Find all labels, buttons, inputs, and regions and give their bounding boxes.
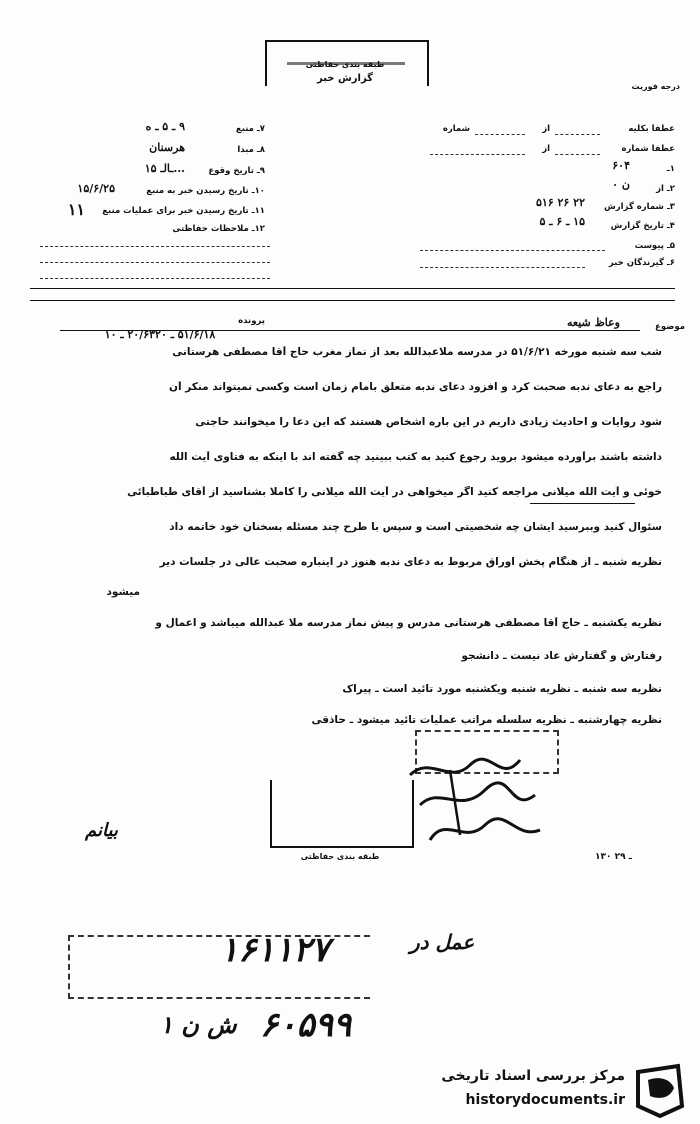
subject-underline bbox=[60, 330, 640, 331]
watermark-name: مرکز بررسی اسناد تاریخی bbox=[441, 1068, 625, 1084]
classification-label-top: طبقه بندی حفاظتی bbox=[305, 60, 385, 69]
dotted-line bbox=[40, 262, 270, 263]
body-line: میشود bbox=[106, 586, 140, 598]
field-report-date-label: ۴ـ تاریخ گزارش bbox=[610, 221, 675, 231]
file-label: پرونده bbox=[238, 316, 265, 326]
field-report-number-label: ۳ـ شماره گزارش bbox=[604, 202, 675, 212]
subject-ref: ۵۱/۶/۱۸ ـ ۲۰/۶۳۲۰ ـ ۱۰ bbox=[104, 328, 216, 341]
watermark-url: historydocuments.ir bbox=[465, 1092, 625, 1108]
dotted-line bbox=[555, 134, 600, 135]
underline-mark bbox=[530, 503, 635, 504]
dotted-line bbox=[475, 134, 525, 135]
body-line: نظریه شنبه ـ از هنگام پخش اوراق مربوط به دعای ندبه هنوز در اینباره صحبت عالی در جلسات دیر bbox=[159, 556, 662, 568]
field-2-value: ن ۰ bbox=[612, 178, 630, 191]
body-line: داشته باشند برآورده میشود بروید رجوع کنید به کتب ببینید چه گفته اند با اینکه به فتاوی آیت الله bbox=[169, 451, 662, 463]
archive-number-2: ۶۰۵۹۹ bbox=[260, 1005, 352, 1045]
field-source-value: ۹ ـ ۵ ـ ه bbox=[145, 120, 185, 133]
field-origin-value: هرسنان bbox=[149, 141, 185, 154]
dotted-line bbox=[40, 278, 270, 279]
field-received-date-label: ۱۰ـ تاریخ رسیدن خبر به منبع bbox=[146, 186, 265, 196]
field-ops-date-value: ۱۱ bbox=[67, 200, 85, 219]
body-line: شود روایات و احادیث زیادی داریم در این باره اشخاص هستند که این دعا را میخوانند حاجتی bbox=[195, 416, 662, 428]
field-event-date-value: ...ـالـ ۱۵ bbox=[144, 162, 185, 175]
body-line: سئوال کنید وببرسید ایشان چه شخصیتی است و سپس با طرح چند مسئله بسخنان خود خاتمه داد bbox=[169, 521, 662, 533]
form-title: گزارش خبر bbox=[316, 73, 373, 84]
field-ref-number-from: از bbox=[542, 144, 550, 154]
field-event-date-label: ۹ـ تاریخ وقوع bbox=[208, 166, 265, 176]
field-2-label: ۲ـ از bbox=[656, 184, 675, 194]
page-code: ۱۳۰ ـ ۲۹ bbox=[595, 852, 632, 862]
dotted-line bbox=[420, 250, 605, 251]
subject-label: موضوع bbox=[655, 322, 685, 332]
field-report-number-value: ۵۱۶ ۲۶ ۲۲ bbox=[535, 196, 585, 209]
body-line: خوئی و آیت الله میلانی مراجعه کنید اگر میخواهی در آیت الله میلانی را کاملا بشناسید از آقای طباطبائی bbox=[127, 486, 662, 498]
signature-scribble bbox=[390, 745, 550, 855]
archive-suffix-2: ش ن ۱ bbox=[160, 1010, 237, 1039]
field-report-date-value: ۱۵ ـ ۶ ـ ۵ bbox=[539, 215, 585, 228]
field-security-notes-label: ۱۲ـ ملاحظات حفاظتی bbox=[172, 224, 265, 234]
subject-value: وعاظ شیعه bbox=[567, 316, 620, 329]
body-line: رفتارش و گفتارش عاد نیست ـ دانشجو bbox=[461, 650, 662, 662]
watermark-logo-icon bbox=[630, 1062, 690, 1118]
urgency-label: درجه فوریت bbox=[631, 82, 680, 91]
separator-line bbox=[30, 288, 675, 289]
field-recipients-label: ۶ـ گیرندگان خبر bbox=[608, 258, 675, 268]
field-ref-all-from: از bbox=[542, 124, 550, 134]
field-1-value: ۶۰۴ bbox=[612, 159, 630, 172]
field-ops-date-label: ۱۱ـ تاریخ رسیدن خبر برای عملیات منبع bbox=[102, 206, 265, 216]
body-line: شب سه شنبه مورخه ۵۱/۶/۲۱ در مدرسه ملاعبدالله بعد از نماز مغرب حاج آقا مصطفی هرستانی bbox=[172, 346, 662, 358]
body-line: نظریه سه شنبه ـ نظریه شنبه ویکشنبه مورد تائید است ـ پیراک bbox=[342, 683, 662, 695]
field-origin-label: ۸ـ مبدا bbox=[237, 145, 265, 155]
field-ref-number-label: عطفا شماره bbox=[621, 144, 675, 154]
archive-number-1: ۱۶۱۱۲۷ bbox=[220, 930, 330, 970]
classification-label-bottom: طبقه بندی حفاظتی bbox=[300, 852, 380, 861]
body-line: راجع به دعای ندبه صحبت کرد و افزود دعای ندبه متعلق بامام زمان است وکسی نمیتواند منکر آن bbox=[169, 381, 662, 393]
field-ref-all-label: عطفا بکلیه bbox=[628, 124, 675, 134]
field-attachment-label: ۵ـ پیوست bbox=[634, 241, 675, 251]
dotted-line bbox=[555, 154, 600, 155]
field-1-label: ۱ـ bbox=[666, 164, 675, 174]
body-line: نظریه چهارشنبه ـ نظریه سلسله مراتب عملیات تائید میشود ـ حاذقی bbox=[311, 714, 662, 726]
separator-line bbox=[30, 300, 675, 301]
field-source-label: ۷ـ منبع bbox=[235, 124, 265, 134]
field-received-date-value: ۱۵/۶/۲۵ bbox=[77, 182, 115, 195]
field-ref-all-number: شماره bbox=[442, 124, 470, 134]
dotted-line bbox=[430, 154, 525, 155]
classification-box-bottom bbox=[270, 780, 414, 848]
margin-note: بیانم bbox=[85, 820, 118, 841]
dotted-line bbox=[40, 246, 270, 247]
body-line: نظریه یکشنبه ـ حاج آقا مصطفی هرستانی مدرس و پیش نماز مدرسه ملا عبدالله میباشد و اعمال و bbox=[155, 617, 662, 629]
archive-prefix-1: عمل در bbox=[410, 930, 475, 954]
dotted-line bbox=[420, 267, 585, 268]
